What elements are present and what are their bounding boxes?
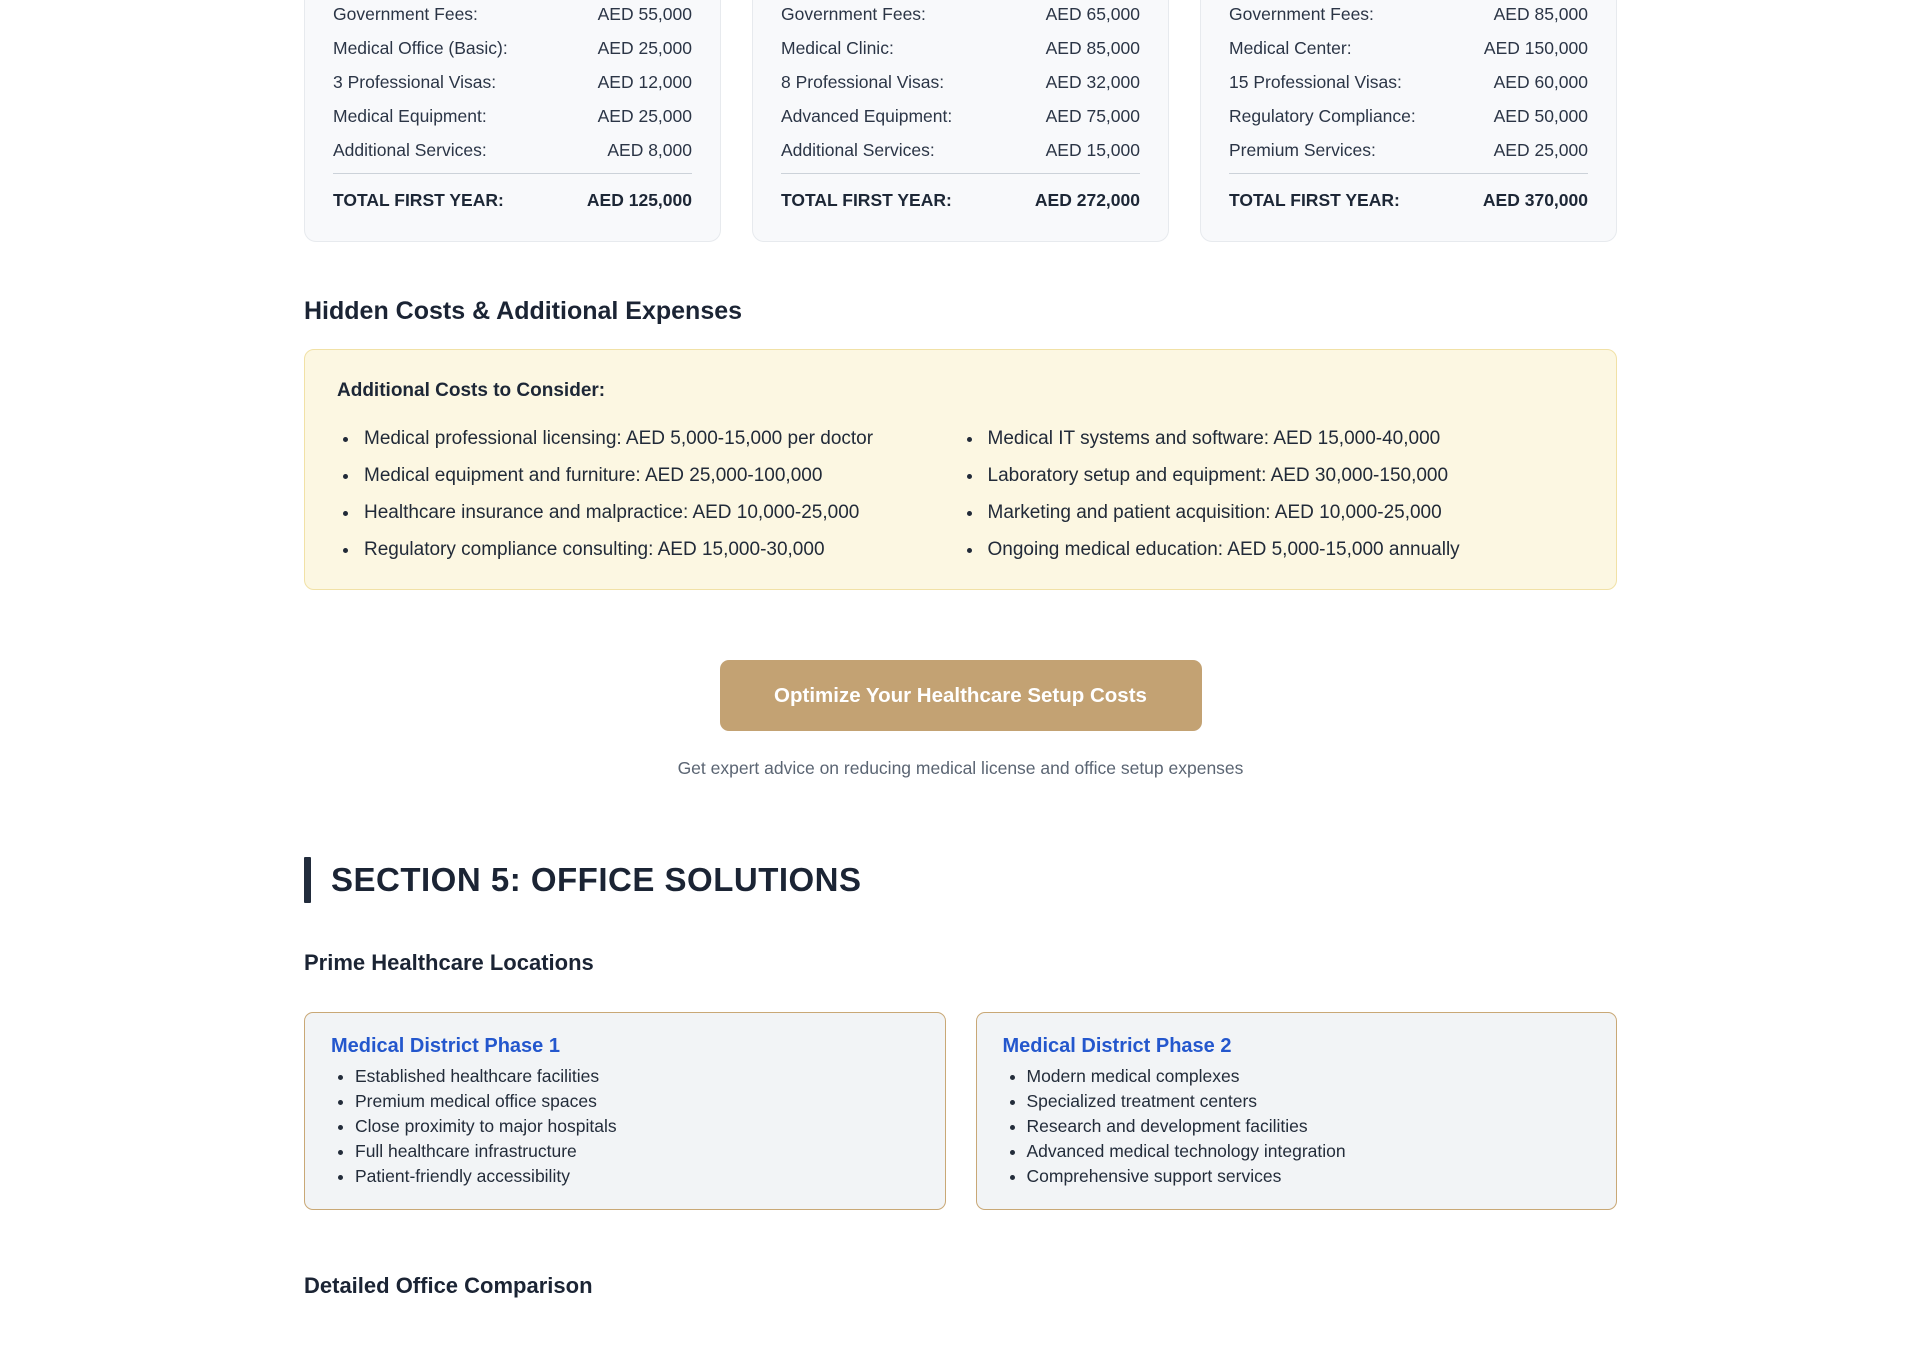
- price-value: AED 8,000: [607, 140, 692, 160]
- price-row: [333, 105, 692, 127]
- price-value: AED 85,000: [1045, 38, 1140, 58]
- pricing-card-center: [1200, 0, 1617, 242]
- list-item: • Premium medical office spaces: [355, 1091, 919, 1112]
- price-value: AED 25,000: [597, 106, 692, 126]
- list-item: • Research and development facilities: [1027, 1116, 1591, 1137]
- price-row: [781, 139, 1140, 161]
- total-value: AED 272,000: [1034, 190, 1140, 210]
- total-row: [781, 173, 1140, 211]
- price-value: AED 85,000: [1493, 4, 1588, 24]
- total-label: TOTAL FIRST YEAR:: [781, 190, 952, 210]
- price-row: [781, 37, 1140, 59]
- location-card-title: Medical District Phase 1: [331, 1035, 560, 1057]
- list-item: • Close proximity to major hospitals: [355, 1116, 919, 1137]
- location-card-title: Medical District Phase 2: [1002, 1035, 1232, 1057]
- price-label: 3 Professional Visas:: [333, 72, 497, 92]
- pricing-cards-row: [304, 0, 1617, 242]
- price-label: 8 Professional Visas:: [781, 72, 945, 92]
- price-row: [1229, 139, 1588, 161]
- section5-title: SECTION 5: OFFICE SOLUTIONS: [331, 861, 862, 898]
- list-item: • Advanced medical technology integration: [1027, 1141, 1591, 1162]
- price-row: [333, 37, 692, 59]
- additional-costs-columns: [337, 414, 1584, 562]
- section-accent-bar: [304, 857, 311, 903]
- list-item: • Healthcare insurance and malpractice: AED 10,000-25,000: [360, 501, 961, 525]
- list-item: • Regulatory compliance consulting: AED 15,000-30,000: [360, 538, 961, 562]
- price-label: Premium Services:: [1229, 140, 1376, 160]
- cta-subtitle: Get expert advice on reducing medical license and office setup expenses: [677, 758, 1244, 778]
- price-value: AED 60,000: [1493, 72, 1588, 92]
- price-value: AED 55,000: [597, 4, 692, 24]
- additional-costs-right-list: [961, 414, 1585, 562]
- prime-locations-heading: Prime Healthcare Locations: [304, 950, 594, 975]
- price-value: AED 25,000: [597, 38, 692, 58]
- location-card-phase-1: [304, 1012, 946, 1210]
- list-item: • Modern medical complexes: [1027, 1066, 1591, 1087]
- list-item: • Marketing and patient acquisition: AED 10,000-25,000: [984, 501, 1585, 525]
- list-item: • Ongoing medical education: AED 5,000-15,000 annually: [984, 538, 1585, 562]
- price-label: Medical Clinic:: [781, 38, 894, 58]
- location-feature-list: [1003, 1066, 1591, 1187]
- price-row: [1229, 105, 1588, 127]
- list-item: • Established healthcare facilities: [355, 1066, 919, 1087]
- detailed-office-comparison-heading: Detailed Office Comparison: [304, 1273, 593, 1298]
- price-label: Medical Center:: [1229, 38, 1352, 58]
- price-value: AED 32,000: [1045, 72, 1140, 92]
- total-value: AED 125,000: [586, 190, 692, 210]
- total-row: [333, 173, 692, 211]
- optimize-costs-button[interactable]: Optimize Your Healthcare Setup Costs: [720, 660, 1202, 731]
- additional-costs-left-list: [337, 414, 961, 562]
- location-card-phase-2: [976, 1012, 1618, 1210]
- list-item: • Medical professional licensing: AED 5,000-15,000 per doctor: [360, 427, 961, 451]
- list-item: • Full healthcare infrastructure: [355, 1141, 919, 1162]
- price-label: Additional Services:: [333, 140, 487, 160]
- total-label: TOTAL FIRST YEAR:: [1229, 190, 1400, 210]
- price-row: [1229, 71, 1588, 93]
- price-row: [333, 139, 692, 161]
- hidden-costs-heading: Hidden Costs & Additional Expenses: [304, 297, 743, 325]
- price-label: Advanced Equipment:: [781, 106, 953, 126]
- price-label: Government Fees:: [333, 4, 478, 24]
- location-feature-list: [331, 1066, 919, 1187]
- additional-costs-title: Additional Costs to Consider:: [337, 380, 606, 401]
- price-row: [781, 71, 1140, 93]
- list-item: • Laboratory setup and equipment: AED 30,000-150,000: [984, 464, 1585, 488]
- price-value: AED 65,000: [1045, 4, 1140, 24]
- total-row: [1229, 173, 1588, 211]
- price-label: Medical Office (Basic):: [333, 38, 508, 58]
- list-item: • Medical equipment and furniture: AED 25,000-100,000: [360, 464, 961, 488]
- price-row: [781, 105, 1140, 127]
- price-row: [1229, 37, 1588, 59]
- pricing-card-basic: [304, 0, 721, 242]
- price-value: AED 50,000: [1493, 106, 1588, 126]
- location-cards-row: [304, 1012, 1617, 1210]
- list-item: • Medical IT systems and software: AED 15,000-40,000: [984, 427, 1585, 451]
- price-value: AED 25,000: [1493, 140, 1588, 160]
- price-row: [333, 3, 692, 25]
- price-row: [781, 3, 1140, 25]
- section5-header: [304, 857, 1617, 903]
- page-content: [304, 0, 1617, 1299]
- price-label: Government Fees:: [781, 4, 926, 24]
- price-value: AED 150,000: [1483, 38, 1588, 58]
- total-label: TOTAL FIRST YEAR:: [333, 190, 504, 210]
- pricing-card-clinic: [752, 0, 1169, 242]
- price-row: [1229, 3, 1588, 25]
- price-label: Additional Services:: [781, 140, 935, 160]
- price-label: Government Fees:: [1229, 4, 1374, 24]
- list-item: • Comprehensive support services: [1027, 1166, 1591, 1187]
- price-label: 15 Professional Visas:: [1229, 72, 1402, 92]
- total-value: AED 370,000: [1482, 190, 1588, 210]
- price-label: Regulatory Compliance:: [1229, 106, 1416, 126]
- price-value: AED 15,000: [1045, 140, 1140, 160]
- list-item: • Specialized treatment centers: [1027, 1091, 1591, 1112]
- price-label: Medical Equipment:: [333, 106, 487, 126]
- price-value: AED 75,000: [1045, 106, 1140, 126]
- price-row: [333, 71, 692, 93]
- price-value: AED 12,000: [597, 72, 692, 92]
- list-item: • Patient-friendly accessibility: [355, 1166, 919, 1187]
- additional-costs-box: [304, 349, 1617, 590]
